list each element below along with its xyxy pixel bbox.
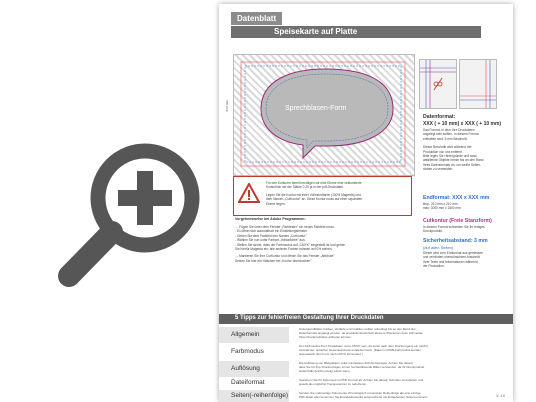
cutkontur-text: In diesem Format schneiden Sie Ihr fertiges Druckprodukt. bbox=[423, 225, 485, 234]
header-tab: Datenblatt bbox=[231, 12, 282, 25]
cutkontur-warning-box bbox=[233, 176, 412, 216]
datenformat-heading: Datenformat: bbox=[423, 114, 456, 120]
instructions-heading: Vorgehensweise bei Adobe Programmen: bbox=[235, 217, 306, 221]
tip-text-aufloesung: Die Auflösung von Bildgrafiken sollte mindestens 300 dpi betragen. Achten Sie darauf, dass Sie für Ihre Druckvorlagen immer hochauflösende Bilder verwenden, da Ihr Druckprodukt andernfalls (leicht) pixelig wirken kann. bbox=[299, 361, 425, 373]
datenformat-text: Das Format, in dem Ihre Druckdaten angelegt sein sollten. In diesem Format enthalten sind: 5 mm Beschnitt. Dieser Beschnitt wird während der Produktion von uns entfernt. Bitte legen Sie Hintergründe und rand- abfallende Objekte immer bis an den Rand Ihres Datenformats an, um weiße Seiten- ränder zu vermeiden. bbox=[423, 128, 484, 172]
tips-title: 5 Tipps zur fehlerfreien Gestaltung Ihrer Druckdaten bbox=[235, 315, 384, 321]
tip-text-seiten: Senden Sie mehrseitige Dokumente chronologisch in korrekter Reihenfolge als eine einzige PDF-Datei oder benennen Sie Einzeldokumente entsprechend mit fortlaufenden Seitennummern. bbox=[299, 391, 429, 399]
version-footer: V. 1.0 bbox=[496, 394, 505, 398]
height-dimension: XXX mm bbox=[224, 100, 229, 112]
sicherheit-text: Dieser wird vom Endformat aus gemessen und verhindert unerwünschten Anschnitt Ihrer Texte und Informationen während der Produktion. bbox=[423, 251, 484, 269]
cutkontur-heading: Cutkontur (Freie Stanzform) bbox=[423, 218, 492, 224]
endformat-heading: Endformat: XXX x XXX mm bbox=[423, 195, 490, 201]
warning-text: Für den Konturen bereit benötigen wir eine Ebene eine vektorisierte Konturlinie mit der Stärke 0,25 pt in der pdf-Druckdatei. Legen Sie die Kontur mit einer Vollmondfarbe (100% Magenta) und dem Namen „CutKontur" an. Diese Kontur muss auf einer separaten Ebene liegen. bbox=[266, 181, 363, 206]
tip-label-seiten: Seiten(-reihenfolge) bbox=[219, 390, 289, 402]
instructions-text: → Fügen Sie unter dem Fenster „Farbfelder" ein neues Farbfeld hinzu. - Es öffnet sich automatisch ein Einstellungsfenster. - Geben Sie dem Farbfeld den Namen „CutKontur". - Wählen Sie nun unter Farbart „Volltonfarbe" aus. - Stellen Sie sicher, dass der Farbmodus auf „CMYK" eingestellt ist und geben Sie hierfür Magenta ein, alle anderen Farben müssen auf 0% stehen. → Markieren Sie Ihre CutKontur und öffnen Sie das Fenster „Attribute". Setzen Sie hier ein Häkchen bei „Kontur überdrucken". bbox=[235, 225, 346, 263]
warning-icon bbox=[238, 183, 260, 203]
zoom-in-icon[interactable] bbox=[55, 140, 205, 290]
tip-label-aufloesung: Auflösung bbox=[219, 361, 289, 377]
tip-text-allgemein: Hintergrundbilder, Farben, Verläufe und Grafiken sollten unbedingt bis an den Rand des Datenformats angelegt werden, da produktionstechnisch kleinere Toleranzen beim Schneiden Ihres Druckproduktes auftreten können. bbox=[299, 327, 424, 339]
tip-label-allgemein: Allgemein bbox=[219, 327, 289, 343]
tip-text-farbmodus: Der Farbmodus Ihrer Druckdaten muss CMYK sein, da sonst nach dem Druckvorgang ein (leicht) veränderter, optischer Gesamteindruck entstehen kann. (Daten im RGB-Farbmodus werden automatisch durch uns nach CMYK konvertiert.) bbox=[299, 344, 429, 356]
page-title: Speisekarte auf Platte bbox=[274, 27, 358, 36]
endformat-text: Bsp.: 210 mm x 210 mm max: 3000 mm x 1500 mm bbox=[423, 202, 461, 211]
tip-label-dateiformat: Dateiformat bbox=[231, 379, 265, 386]
tip-label-farbmodus: Farbmodus bbox=[231, 348, 264, 355]
sicherheit-heading: Sicherheitsabstand: 3 mm bbox=[423, 238, 488, 244]
sicherheit-sub: (auf allen Seiten) bbox=[423, 245, 454, 250]
document-page bbox=[219, 4, 513, 402]
datenformat-value: XXX ( + 10 mm) x XXX ( + 10 mm) bbox=[423, 121, 502, 127]
corner-detail-2 bbox=[459, 59, 497, 109]
bubble-label: Sprechblasen-Form bbox=[285, 105, 347, 112]
speech-bubble-illustration bbox=[233, 54, 415, 176]
tip-text-dateiformat: Speichern Sie Ihr Dokument im PDF-Format ab. Achten Sie darauf, Schriften einzubetten und jeweils als möglichst Transparenzen zu reduzieren. bbox=[299, 378, 424, 386]
corner-detail-1 bbox=[419, 59, 457, 109]
